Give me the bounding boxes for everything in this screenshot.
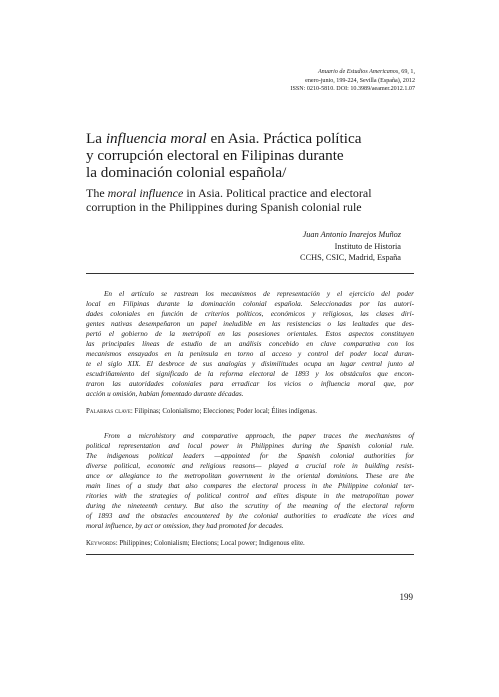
abstract-es-line: te el siglo XIX. El desbroce de sus analogías y disimilitudes ocupa un lugar central junto al [86,359,414,368]
abstract-es-line: escudriñamiento del significado de la reforma electoral de 1893 y los obstáculos que encon- [86,369,414,378]
title-es-italic: influencia moral [105,130,207,147]
title-en-italic: moral influence [107,186,184,200]
abstract-en-line: From a microhistory and comparative approach, the paper traces the mechanisms of [104,432,414,440]
title-en-line1 [86,186,426,200]
author-institute: Instituto de Historia [334,241,401,251]
article-title-spanish [86,130,426,182]
title-es-suffix: en Asia. Práctica política [206,130,362,147]
abstract-en-line: moral influence, by act or omission, they had promoted for decades. [86,521,284,530]
abstract-en-line: of 1893 and the obstacles encountered by the colonial authorities to eradicate the vices and [86,511,414,520]
abstract-en-line: main lines of a study that also compares the electoral process in the Philippine colonial ter- [86,481,414,490]
journal-header [290,68,415,94]
journal-volume: , 69, 1, [398,69,415,75]
title-es-line2: y corrupción electoral en Filipinas durante [86,147,344,165]
abstract-en-line: ritories with the strategies of political control and elites dispute in the metropolitan power [86,491,414,500]
article-title-english [86,186,426,214]
journal-citation-line2: enero-junio, 199-224, Sevilla (España), 2012 [305,77,415,84]
abstract-english [86,432,414,532]
abstract-es-line: pertó el gobierno de la metrópoli en las posesiones orientales. Estos aspectos constituyen [86,329,414,338]
title-en-suffix: in Asia. Political practice and electoral [183,186,372,200]
keywords-spanish [86,407,414,416]
abstract-en-line: diverse political, economic and religious reasons— played a crucial role in building resist- [86,461,414,470]
title-es-line1 [86,130,426,147]
abstract-es-line: dades coloniales en función de criterios políticos, económicos y religiosos, las clases diri- [86,309,414,318]
title-es-prefix: La [86,130,106,147]
page-number: 199 [399,592,413,602]
journal-citation-line1 [290,68,415,77]
keywords-en-label: Keywords [86,540,116,547]
abstract-es-line: mecanismos ensayados en la península en torno al acceso y control del poder local duran- [86,349,414,358]
abstract-es-line: En el artículo se rastrean los mecanismos de representación y el ejercicio del poder [104,290,414,298]
abstract-spanish [86,290,414,399]
abstract-en-line: during the nineteenth century. But also the scrutiny of the meaning of the electoral reform [86,501,414,510]
author-name: Juan Antonio Inarejos Muñoz [302,230,401,239]
abstract-en-line: The indigenous political leaders —appointed for the Spanish colonial authorities for [86,451,414,460]
keywords-en-text: : Philippines; Colonialism; Elections; Local power; Indigenous elite. [115,540,305,547]
journal-name: Anuario de Estudios Americanos [317,69,399,75]
abstract-es-line: acción u omisión, habían fomentado durante décadas. [86,389,244,398]
abstract-es-line: gentes nativas desempeñaron un papel ineludible en las resistencias o las lealtades que des- [86,319,414,328]
title-en-prefix: The [86,186,108,200]
abstract-es-line: las principales líneas de estudio de un análisis concebido en clave comparativa con los [86,339,414,348]
header-divider [86,273,414,274]
keywords-english [86,539,414,548]
abstract-es-line: traron las autoridades coloniales para erradicar los vicios o influencia moral que, por [86,379,414,388]
abstract-divider [86,554,414,555]
abstract-en-line: political representation and local power in Philippines during the Spanish colonial rule. [86,441,414,450]
title-es-line3: la dominación colonial española/ [86,164,287,182]
keywords-es-label: Palabras clave [86,408,131,415]
abstract-es-line: local en Filipinas durante la dominación colonial española. Seleccionadas por las autori- [86,299,414,308]
title-en-line2: corruption in the Philippines during Spanish colonial rule [86,200,362,215]
author-affiliation: CCHS, CSIC, Madrid, España [300,253,401,262]
journal-issn-doi: ISSN: 0210-5810. DOI: 10.3989/aeamer.2012.1.07 [290,86,415,93]
abstract-en-line: ance or allegiance to the metropolitan government in the oriental dominions. These are the [86,471,414,480]
keywords-es-text: : Filipinas; Colonialismo; Elecciones; Poder local; Élites indígenas. [130,408,317,415]
author-block [300,229,401,264]
